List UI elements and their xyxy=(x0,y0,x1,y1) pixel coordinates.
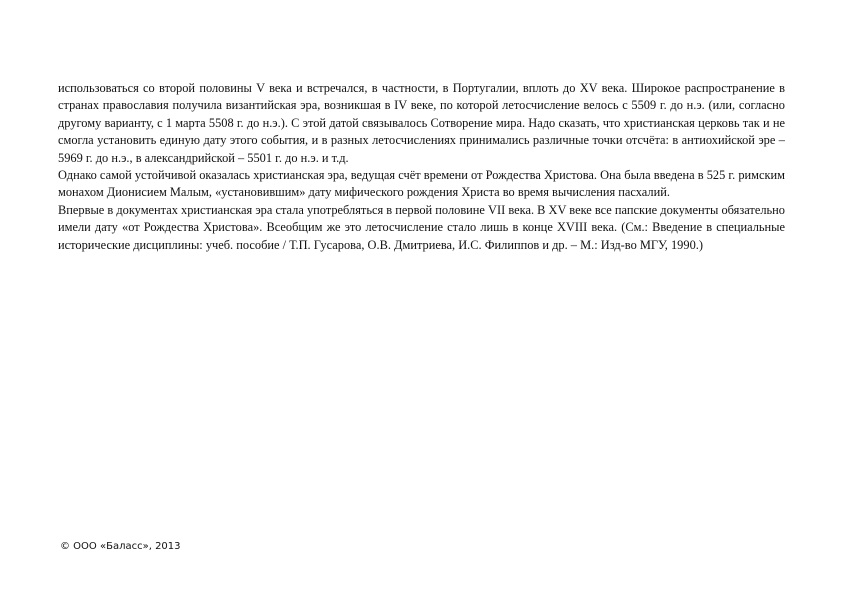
paragraph-christian-era: Однако самой устойчивой оказалась христианская эра, ведущая счёт времени от Рождества Христова. Она была введена в 525 г. римским монахом Дионисием Малым, «установившим» дату мифического рождения Христа во время вычисления пасхалий. xyxy=(58,168,785,200)
body-text xyxy=(58,80,785,254)
paragraph-documents-usage: Впервые в документах христианская эра стала употребляться в первой половине VII века. В XV веке все папские документы обязательно имели дату «от Рождества Христова». Всеобщим же это летосчисление стало лишь в конце XVIII века. (См.: Введение в специальные исторические дисциплины: учеб. пособие / Т.П. Гусарова, О.В. Дмитриева, И.С. Филиппов и др. – М.: Изд-во МГУ, 1990.) xyxy=(58,202,785,252)
copyright-footer: © ООО «Баласс», 2013 xyxy=(60,541,181,552)
paragraph-eras-history: использоваться со второй половины V века и встречался, в частности, в Португалии, вплоть до XV века. Широкое распространение в странах православия получила византийская эра, возникшая в IV веке, по которой летосчисление велось с 5509 г. до н.э. (или, согласно другому варианту, с 1 марта 5508 г. до н.э.). С этой датой связывалось Сотворение мира. Надо сказать, что христианская церковь так и не смогла установить единую дату этого события, и в разных летосчислениях принимались различные точки отсчёта: в антиохийской эре – 5969 г. до н.э., в александрийской – 5501 г. до н.э. и т.д. xyxy=(58,81,785,165)
